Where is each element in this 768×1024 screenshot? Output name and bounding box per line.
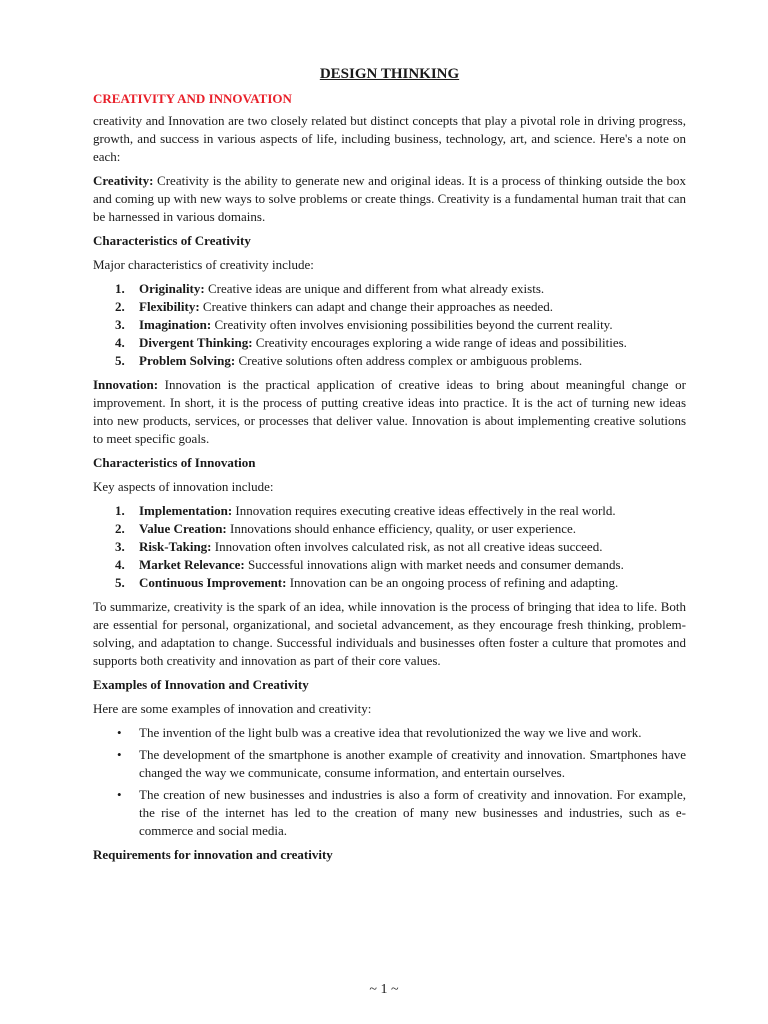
page-number: ~ 1 ~ — [369, 982, 399, 997]
section-heading: CREATIVITY AND INNOVATION — [93, 91, 292, 106]
list-item — [93, 316, 686, 334]
item-number: 3. — [115, 317, 125, 332]
bullet-icon: • — [117, 747, 122, 762]
item-text: Successful innovations align with market needs and consumer demands. — [244, 557, 624, 572]
item-number: 2. — [115, 299, 125, 314]
list-item — [93, 280, 686, 298]
page-title: DESIGN THINKING — [319, 66, 460, 82]
list-item — [93, 352, 686, 370]
item-term: Flexibility: — [139, 299, 200, 314]
innovation-characteristics-list — [93, 502, 686, 592]
innovation-definition — [93, 376, 686, 448]
item-number: 1. — [115, 281, 125, 296]
item-number: 5. — [115, 575, 125, 590]
creativity-characteristics-list — [93, 280, 686, 370]
innovation-label: Innovation: — [93, 377, 159, 392]
item-term: Continuous Improvement: — [139, 575, 287, 590]
list-item — [93, 538, 686, 556]
item-term: Divergent Thinking: — [139, 335, 253, 350]
item-text: The creation of new businesses and industries is also a form of creativity and innovation. For example, the rise of the internet has led to the creation of many new businesses and industries, such as e-commerce and social media. — [139, 787, 686, 838]
item-text: The development of the smartphone is another example of creativity and innovation. Smartphones have changed the way we communicate, consume information, and entertain ourselves. — [139, 747, 686, 780]
innovation-text: Innovation is the practical application of creative ideas to bring about meaningful change or improvement. In short, it is the process of putting creative ideas into practice. It is the act of turning new ideas into new products, services, or processes that deliver value. Innovation is about implementing creative solutions to meet specific goals. — [93, 377, 686, 446]
list-item — [93, 724, 686, 742]
item-text: Creative thinkers can adapt and change their approaches as needed. — [199, 299, 554, 314]
list-item — [93, 786, 686, 840]
bullet-icon: • — [117, 725, 122, 740]
innovation-characteristics-lead: Key aspects of innovation include: — [93, 479, 274, 494]
item-number: 2. — [115, 521, 125, 536]
item-text: Creativity encourages exploring a wide range of ideas and possibilities. — [252, 335, 627, 350]
item-number: 3. — [115, 539, 125, 554]
item-number: 5. — [115, 353, 125, 368]
item-term: Problem Solving: — [139, 353, 236, 368]
list-item — [93, 298, 686, 316]
list-item — [93, 520, 686, 538]
list-item — [93, 502, 686, 520]
creativity-definition — [93, 172, 686, 226]
document-page — [93, 64, 686, 870]
creativity-text: Creativity is the ability to generate new and original ideas. It is a process of thinking outside the box and coming up with new ways to solve problems or create things. Creativity is a fundamental human trait that can be harnessed in various domains. — [93, 173, 686, 224]
item-term: Value Creation: — [139, 521, 227, 536]
item-number: 1. — [115, 503, 125, 518]
item-number: 4. — [115, 557, 125, 572]
item-term: Originality: — [139, 281, 205, 296]
item-text: Innovation requires executing creative ideas effectively in the real world. — [232, 503, 616, 518]
innovation-characteristics-heading: Characteristics of Innovation — [93, 455, 256, 470]
item-text: Innovation often involves calculated risk, as not all creative ideas succeed. — [211, 539, 603, 554]
list-item — [93, 334, 686, 352]
item-term: Imagination: — [139, 317, 212, 332]
requirements-heading: Requirements for innovation and creativity — [93, 847, 333, 862]
creativity-characteristics-heading: Characteristics of Creativity — [93, 233, 251, 248]
item-term: Implementation: — [139, 503, 233, 518]
creativity-characteristics-lead: Major characteristics of creativity include: — [93, 257, 314, 272]
bullet-icon: • — [117, 787, 122, 802]
list-item — [93, 746, 686, 782]
item-text: Creative ideas are unique and different from what already exists. — [204, 281, 545, 296]
item-text: The invention of the light bulb was a creative idea that revolutionized the way we live and work. — [139, 725, 642, 740]
creativity-label: Creativity: — [93, 173, 154, 188]
summary-paragraph: To summarize, creativity is the spark of an idea, while innovation is the process of bringing that idea to life. Both are essential for personal, organizational, and societal advancement, as they encourage fresh thinking, problem-solving, and adaptation to change. Successful individuals and businesses often foster a culture that promotes and supports both creativity and innovation as part of their core values. — [93, 599, 686, 668]
item-term: Risk-Taking: — [139, 539, 212, 554]
list-item — [93, 556, 686, 574]
intro-paragraph: creativity and Innovation are two closely related but distinct concepts that play a pivotal role in driving progress, growth, and success in various aspects of life, including business, technology, art, and science. Here's a note on each: — [93, 113, 686, 164]
item-number: 4. — [115, 335, 125, 350]
list-item — [93, 574, 686, 592]
item-text: Innovations should enhance efficiency, quality, or user experience. — [226, 521, 577, 536]
examples-list — [93, 724, 686, 840]
item-text: Innovation can be an ongoing process of refining and adapting. — [286, 575, 619, 590]
item-text: Creative solutions often address complex or ambiguous problems. — [235, 353, 583, 368]
examples-heading: Examples of Innovation and Creativity — [93, 677, 309, 692]
item-text: Creativity often involves envisioning possibilities beyond the current reality. — [211, 317, 613, 332]
examples-lead: Here are some examples of innovation and creativity: — [93, 701, 372, 716]
item-term: Market Relevance: — [139, 557, 245, 572]
